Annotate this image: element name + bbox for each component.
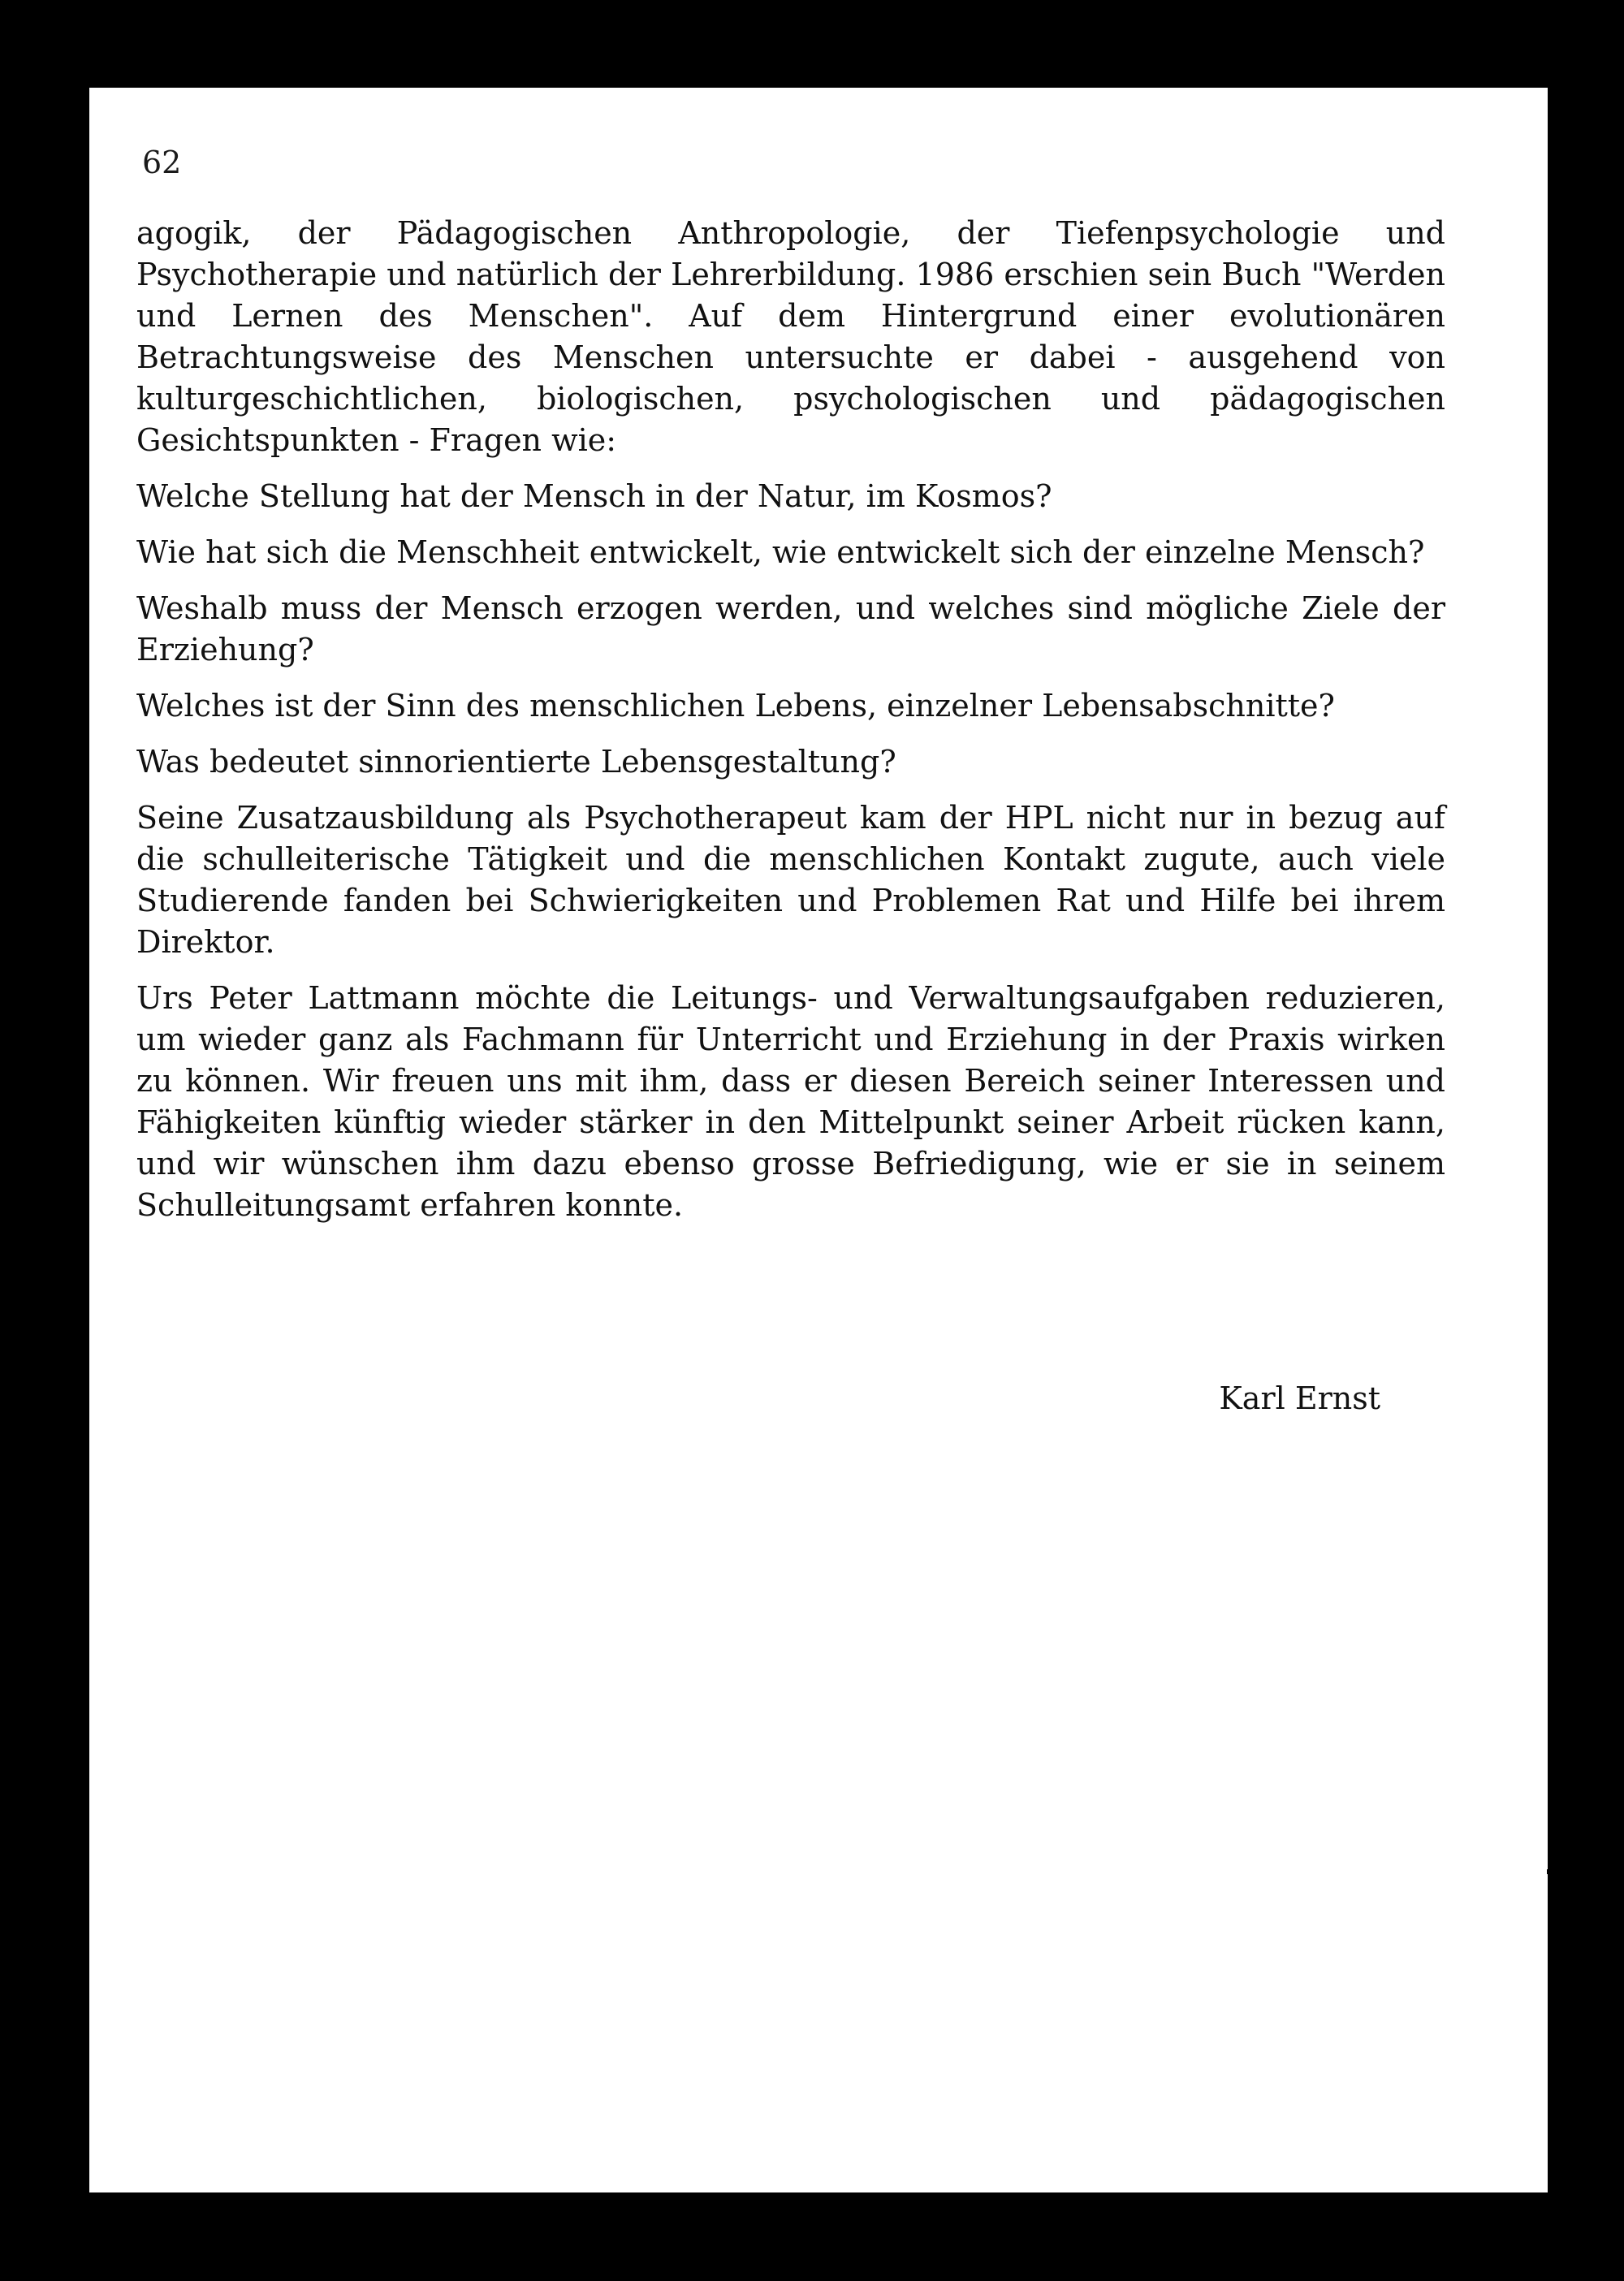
author-signature: Karl Ernst (1219, 1380, 1380, 1416)
scan-speck (1547, 1869, 1550, 1874)
paragraph-outlook: Urs Peter Lattmann möchte die Leitungs- und Verwaltungsaufgaben reduzieren, um wieder ganz als Fachmann für Unterricht und Erziehung in der Praxis wirken zu können. Wir freuen uns mit ihm, dass er diesen Bereich seiner Interessen und Fähigkeiten künftig wieder stärker in den Mittelpunkt seiner Arbeit rücken kann, und wir wünschen ihm dazu ebenso grosse Befriedigung, wie er sie in seinem Schulleitungsamt erfahren konnte. (136, 980, 1445, 1223)
question-meaning: Welches ist der Sinn des menschlichen Lebens, einzelner Lebensabschnitte? (136, 688, 1335, 724)
question-development: Wie hat sich die Menschheit entwickelt, wie entwickelt sich der einzelne Mensch? (136, 534, 1425, 570)
paragraph-intro: agogik, der Pädagogischen Anthropologie, der Tiefenpsychologie und Psychotherapie und natürlich der Lehrerbildung. 1986 erschien sein Buch "Werden und Lernen des Menschen". Auf dem Hintergrund einer evolutionären Betrachtungsweise des Menschen untersuchte er dabei - ausgehend von kulturgeschichtlichen, biologischen, psychologischen und pädagogischen Gesichtspunkten - Fragen wie: (136, 215, 1445, 458)
body-text (136, 213, 1445, 1241)
question-nature: Welche Stellung hat der Mensch in der Natur, im Kosmos? (136, 478, 1052, 514)
question-life-design: Was bedeutet sinnorientierte Lebensgestaltung? (136, 744, 896, 780)
page-number: 62 (142, 145, 182, 180)
question-education: Weshalb muss der Mensch erzogen werden, und welches sind mögliche Ziele der Erziehung? (136, 590, 1445, 667)
paragraph-psychotherapy: Seine Zusatzausbildung als Psychotherapeut kam der HPL nicht nur in bezug auf die schulleiterische Tätigkeit und die menschlichen Kontakt zugute, auch viele Studierende fanden bei Schwierigkeiten und Problemen Rat und Hilfe bei ihrem Direktor. (136, 800, 1445, 960)
